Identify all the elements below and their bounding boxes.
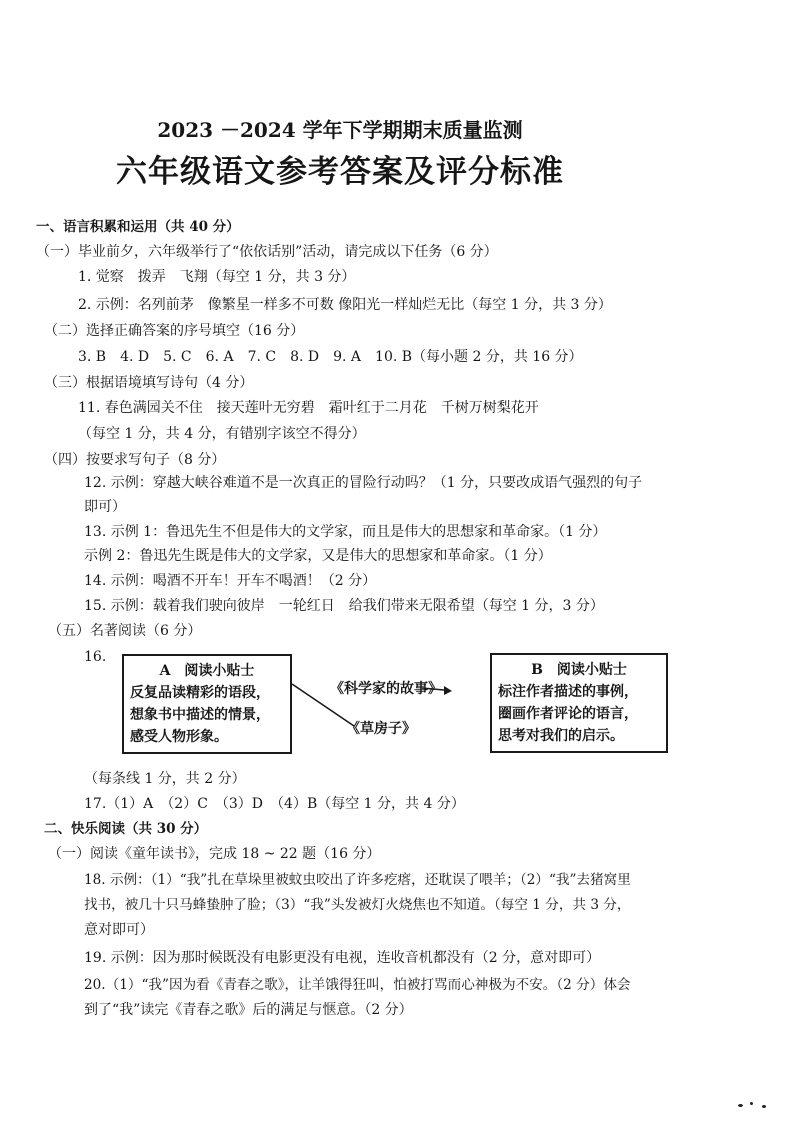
book-title-scientists: 《科学家的故事》 <box>330 681 442 697</box>
answer-line: 即可） <box>84 499 126 515</box>
answer-line: （每空 1 分，共 4 分，有错别字该空不得分） <box>78 426 366 442</box>
box-a-heading: A 阅读小贴士 <box>159 663 255 679</box>
answer-line: 11. 春色满园关不住 接天莲叶无穷碧 霜叶红于二月花 千树万树梨花开 <box>78 400 539 416</box>
answer-line: 20.（1）“我”因为看《青春之歌》，让羊饿得狂叫，怕被打骂而心神极为不安。（2 分）体会 <box>84 977 631 993</box>
answer-line: 示例 2：鲁迅先生既是伟大的文学家，又是伟大的思想家和革命家。（1 分） <box>84 548 552 564</box>
scan-speck <box>750 1102 753 1105</box>
subsection-heading: （一）阅读《童年读书》，完成 18 ~ 22 题（16 分） <box>48 846 381 862</box>
answer-line: 17.（1）A （2）C （3）D （4）B（每空 1 分，共 4 分） <box>84 796 465 812</box>
reading-tips-box-a <box>122 654 292 754</box>
answer-line: 1. 觉察 拨弄 飞翔（每空 1 分，共 3 分） <box>78 269 356 285</box>
box-b-line: 圈画作者评论的语言， <box>498 706 638 722</box>
answer-line: 15. 示例：载着我们驶向彼岸 一轮红日 给我们带来无限希望（每空 1 分，3 分） <box>84 598 604 614</box>
box-b-line: 思考对我们的启示。 <box>498 728 624 744</box>
answer-line: 3. B 4. D 5. C 6. A 7. C 8. D 9. A 10. B（每小题 2 分，共 16 分） <box>78 349 583 365</box>
answer-line: 2. 示例：名列前茅 像繁星一样多不可数 像阳光一样灿烂无比（每空 1 分，共 3 分） <box>78 297 612 313</box>
box-a-line: 感受人物形象。 <box>130 729 228 745</box>
section-heading: 一、语言积累和运用（共 40 分） <box>36 219 240 235</box>
book-title-cao-fang-zi: 《草房子》 <box>346 721 416 737</box>
answer-line: （每条线 1 分，共 2 分） <box>84 771 246 787</box>
subsection-heading: （五）名著阅读（6 分） <box>48 623 202 639</box>
box-a-line: 想象书中描述的情景， <box>130 707 270 723</box>
answer-line: 到了“我”读完《青春之歌》后的满足与惬意。（2 分） <box>84 1002 413 1018</box>
box-b-line: 标注作者描述的事例， <box>498 684 638 700</box>
answer-line: 19. 示例：因为那时候既没有电影更没有电视，连收音机都没有（2 分，意对即可） <box>84 950 601 966</box>
reading-tips-box-b <box>490 653 668 753</box>
subsection-heading: （四）按要求写句子（8 分） <box>44 452 226 468</box>
answer-line: 18. 示例：（1）“我”扎在草垛里被蚊虫咬出了许多疙瘩，还耽误了喂羊；（2）“我”去猪窝里 <box>84 872 631 888</box>
answer-line: 12. 示例：穿越大峡谷难道不是一次真正的冒险行动吗？（1 分，只要改成语气强烈的句子 <box>84 475 643 491</box>
question-number: 16. <box>84 649 107 665</box>
box-b-heading: B 阅读小贴士 <box>531 662 627 678</box>
exam-title: 2023 －2024 学年下学期期末质量监测 <box>157 118 523 142</box>
arrow-head-icon <box>444 686 452 695</box>
document-title: 六年级语文参考答案及评分标准 <box>116 154 564 190</box>
subsection-heading: （二）选择正确答案的序号填空（16 分） <box>44 323 305 339</box>
scan-speck <box>762 1105 766 1108</box>
answer-line: 14. 示例：喝酒不开车！开车不喝酒！（2 分） <box>84 573 377 589</box>
subsection-heading: （一）毕业前夕，六年级举行了“依依话别”活动，请完成以下任务（6 分） <box>36 244 498 260</box>
box-a-line: 反复品读精彩的语段， <box>130 685 270 701</box>
answer-line: 13. 示例 1：鲁迅先生不但是伟大的文学家，而且是伟大的思想家和革命家。（1 分） <box>84 524 607 540</box>
scan-speck <box>738 1104 743 1107</box>
subsection-heading: （三）根据语境填写诗句（4 分） <box>44 375 254 391</box>
section-heading: 二、快乐阅读（共 30 分） <box>44 821 208 837</box>
answer-line: 意对即可） <box>84 922 154 938</box>
answer-line: 找书，被几十只马蜂蛰肿了脸；（3）“我”头发被灯火烧焦也不知道。（每空 1 分，共 3 分， <box>84 897 631 913</box>
